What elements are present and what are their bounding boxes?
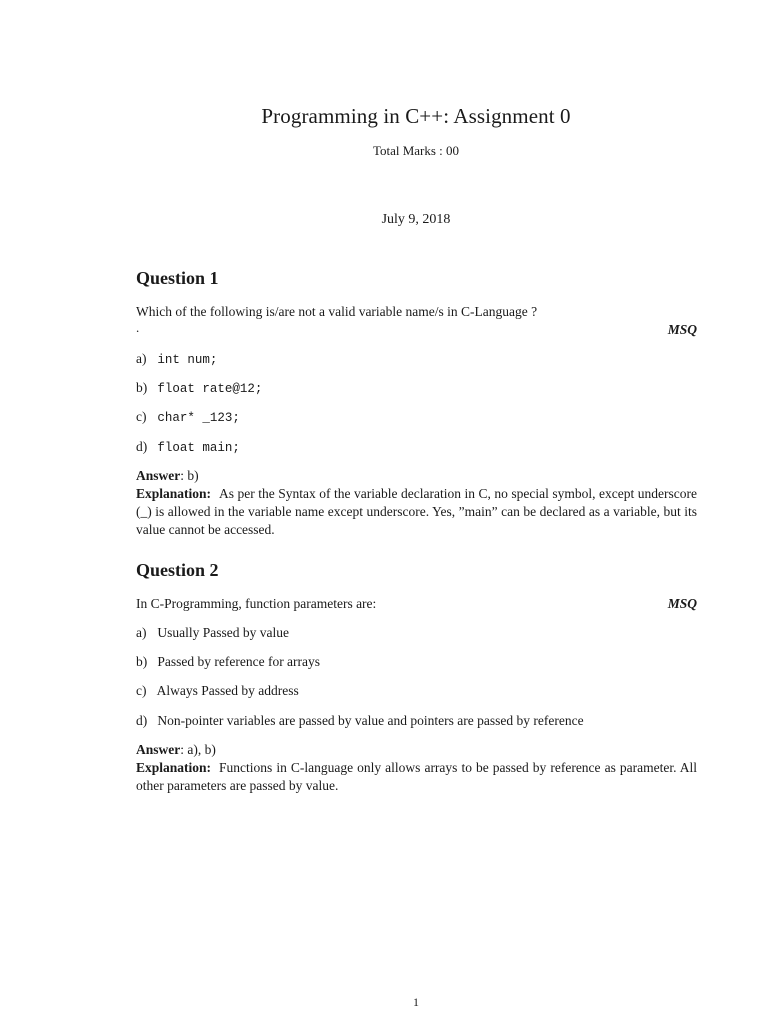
question-1-text: Which of the following is/are not a valid variable name/s in C-Language ? <box>136 304 538 319</box>
option-label: d) <box>136 439 148 454</box>
question-1-option-d <box>136 439 240 455</box>
answer-label: Answer <box>136 742 181 757</box>
option-label: b) <box>136 380 148 395</box>
option-label: d) <box>136 713 148 728</box>
question-1-type: MSQ <box>667 322 697 337</box>
question-2-type: MSQ <box>667 596 697 611</box>
question-2-text: In C-Programming, function parameters are: <box>136 596 377 611</box>
option-label: c) <box>136 683 147 698</box>
question-1-heading: Question 1 <box>136 268 219 288</box>
question-1-dot: . <box>136 320 140 335</box>
document-title: Programming in C++: Assignment 0 <box>261 104 571 128</box>
option-label: a) <box>136 351 147 366</box>
option-label: c) <box>136 409 147 424</box>
answer-value: : a), b) <box>180 742 216 757</box>
question-1-option-c <box>136 409 240 425</box>
question-2-explanation <box>136 759 697 795</box>
explanation-label: Explanation: <box>136 760 212 775</box>
option-text: Passed by reference for arrays <box>157 654 321 669</box>
option-text: Always Passed by address <box>156 683 299 698</box>
question-1-explanation <box>136 485 697 539</box>
question-1-option-b <box>136 380 262 396</box>
question-2-option-b <box>136 654 320 670</box>
option-code: char* _123; <box>157 411 240 425</box>
question-2-option-c <box>136 683 299 699</box>
option-code: int num; <box>157 353 218 367</box>
explanation-label: Explanation: <box>136 486 212 501</box>
total-marks: Total Marks : 00 <box>372 143 460 158</box>
explanation-text: As per the Syntax of the variable declaration in C, no special symbol, except underscore (_) is allowed in the variable name except underscore. Yes, ”main” can be declared as a variable, but its value cannot be accessed. <box>136 486 697 537</box>
question-2-answer <box>136 742 216 758</box>
option-code: float main; <box>157 441 240 455</box>
document-date: July 9, 2018 <box>381 212 451 227</box>
option-label: b) <box>136 654 148 669</box>
question-2-heading: Question 2 <box>136 560 219 580</box>
option-text: Usually Passed by value <box>157 625 289 640</box>
question-2-option-a <box>136 625 289 641</box>
question-1-option-a <box>136 351 217 367</box>
option-label: a) <box>136 625 147 640</box>
question-2-option-d <box>136 713 584 729</box>
option-code: float rate@12; <box>157 382 263 396</box>
answer-label: Answer <box>136 468 181 483</box>
answer-value: : b) <box>180 468 199 483</box>
page-number: 1 <box>413 995 419 1009</box>
option-text: Non-pointer variables are passed by value and pointers are passed by reference <box>157 713 584 728</box>
explanation-text: Functions in C-language only allows arrays to be passed by reference as parameter. All other parameters are passed by value. <box>136 760 697 793</box>
question-1-answer <box>136 468 199 484</box>
